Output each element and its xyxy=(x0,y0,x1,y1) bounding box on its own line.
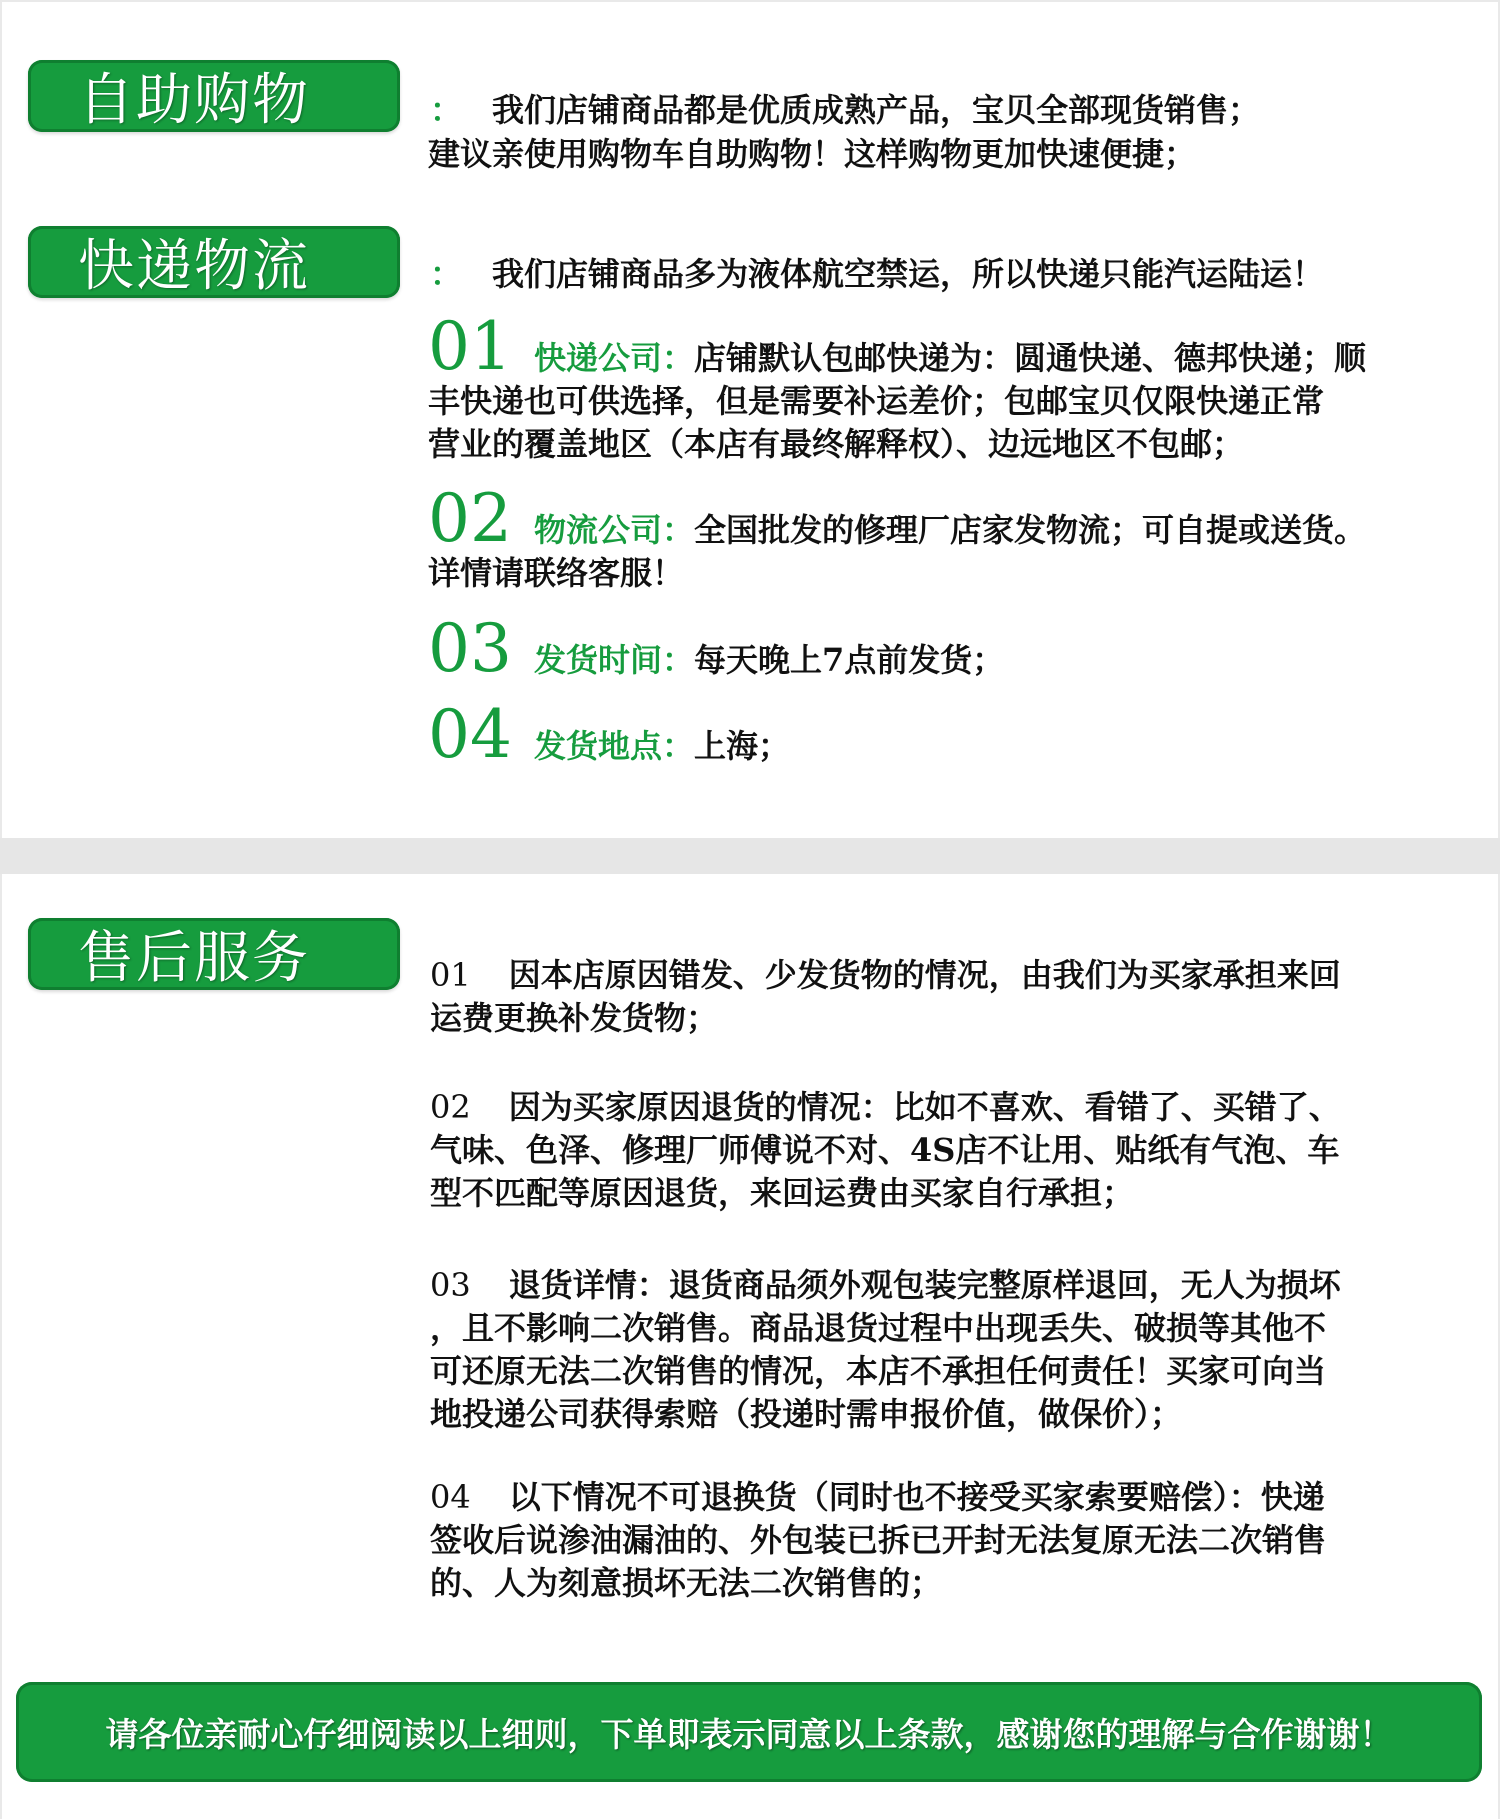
item-number: 02 xyxy=(430,1088,471,1126)
item-line: 因本店原因错发、少发货物的情况，由我们为买家承担来回 xyxy=(508,956,1341,994)
logistics-item-01 xyxy=(428,308,1488,466)
after-sales-badge xyxy=(28,918,400,990)
footer-notice-banner xyxy=(16,1682,1482,1782)
logistics-item-04 xyxy=(428,696,1488,773)
item-label: 发货地点： xyxy=(533,727,694,765)
item-continuation: 丰快递也可供选择，但是需要补运差价；包邮宝贝仅限快递正常 xyxy=(428,382,1325,420)
item-number: 04 xyxy=(430,1478,471,1516)
item-text: 店铺默认包邮快递为：圆通快递、德邦快递；顺 xyxy=(694,339,1367,377)
self-shopping-title: 自助购物 xyxy=(78,68,310,133)
logistics-intro-line xyxy=(430,252,1324,296)
item-number: 03 xyxy=(428,610,512,687)
after-sales-item-03 xyxy=(430,1264,1480,1436)
logistics-item-02 xyxy=(428,480,1488,595)
logistics-colon: ： xyxy=(430,255,463,293)
item-label: 物流公司： xyxy=(533,511,694,549)
item-line: 气味、色泽、修理厂师傅说不对、4S店不让用、贴纸有气泡、车 xyxy=(430,1131,1340,1169)
item-number: 01 xyxy=(430,956,471,994)
item-line: 签收后说渗油漏油的、外包装已拆已开封无法复原无法二次销售 xyxy=(430,1521,1327,1559)
self-shopping-colon: ： xyxy=(430,91,463,129)
logistics-intro: 我们店铺商品多为液体航空禁运，所以快递只能汽运陆运！ xyxy=(492,255,1325,293)
item-label: 发货时间： xyxy=(533,641,694,679)
item-text: 全国批发的修理厂店家发物流；可自提或送货。 xyxy=(694,511,1367,549)
item-text: 每天晚上7点前发货； xyxy=(694,641,1005,679)
self-shopping-text-2: 建议亲使用购物车自助购物！这样购物更加快速便捷； xyxy=(428,135,1197,173)
item-line: 因为买家原因退货的情况：比如不喜欢、看错了、买错了、 xyxy=(508,1088,1341,1126)
after-sales-item-04 xyxy=(430,1476,1480,1605)
shopping-logistics-panel xyxy=(0,0,1500,838)
item-line: 的、人为刻意损坏无法二次销售的； xyxy=(430,1564,943,1602)
item-line: 可还原无法二次销售的情况，本店不承担任何责任！买家可向当 xyxy=(430,1352,1327,1390)
after-sales-item-02 xyxy=(430,1086,1480,1215)
item-line: 运费更换补发货物； xyxy=(430,999,719,1037)
logistics-title: 快递物流 xyxy=(78,234,310,299)
item-line: 以下情况不可退换货（同时也不接受买家索要赔偿）：快递 xyxy=(508,1478,1325,1516)
after-sales-title: 售后服务 xyxy=(78,926,310,991)
section-divider xyxy=(0,838,1500,874)
item-text: 上海； xyxy=(694,727,791,765)
item-line: 地投递公司获得索赔（投递时需申报价值，做保价）； xyxy=(430,1395,1183,1433)
item-line: ，且不影响二次销售。商品退货过程中出现丢失、破损等其他不 xyxy=(430,1309,1327,1347)
after-sales-item-01 xyxy=(430,954,1480,1040)
footer-notice-text: 请各位亲耐心仔细阅读以上细则，下单即表示同意以上条款，感谢您的理解与合作谢谢！ xyxy=(105,1714,1393,1754)
logistics-badge xyxy=(28,226,400,298)
item-line: 退货详情：退货商品须外观包装完整原样退回，无人为损坏 xyxy=(508,1266,1341,1304)
item-line: 型不匹配等原因退货，来回运费由买家自行承担； xyxy=(430,1174,1135,1212)
item-number: 01 xyxy=(428,308,512,385)
item-number: 03 xyxy=(430,1266,471,1304)
self-shopping-badge xyxy=(28,60,400,132)
item-label: 快递公司： xyxy=(533,339,694,377)
self-shopping-line-1 xyxy=(430,88,1260,132)
item-continuation: 营业的覆盖地区（本店有最终解释权）、边远地区不包邮； xyxy=(428,425,1245,463)
after-sales-panel xyxy=(0,874,1500,1819)
item-number: 04 xyxy=(428,696,512,773)
self-shopping-line-2 xyxy=(428,132,1196,176)
item-continuation: 详情请联络客服！ xyxy=(428,554,685,592)
logistics-item-03 xyxy=(428,610,1488,687)
item-number: 02 xyxy=(428,480,512,557)
self-shopping-text-1: 我们店铺商品都是优质成熟产品，宝贝全部现货销售； xyxy=(492,91,1261,129)
